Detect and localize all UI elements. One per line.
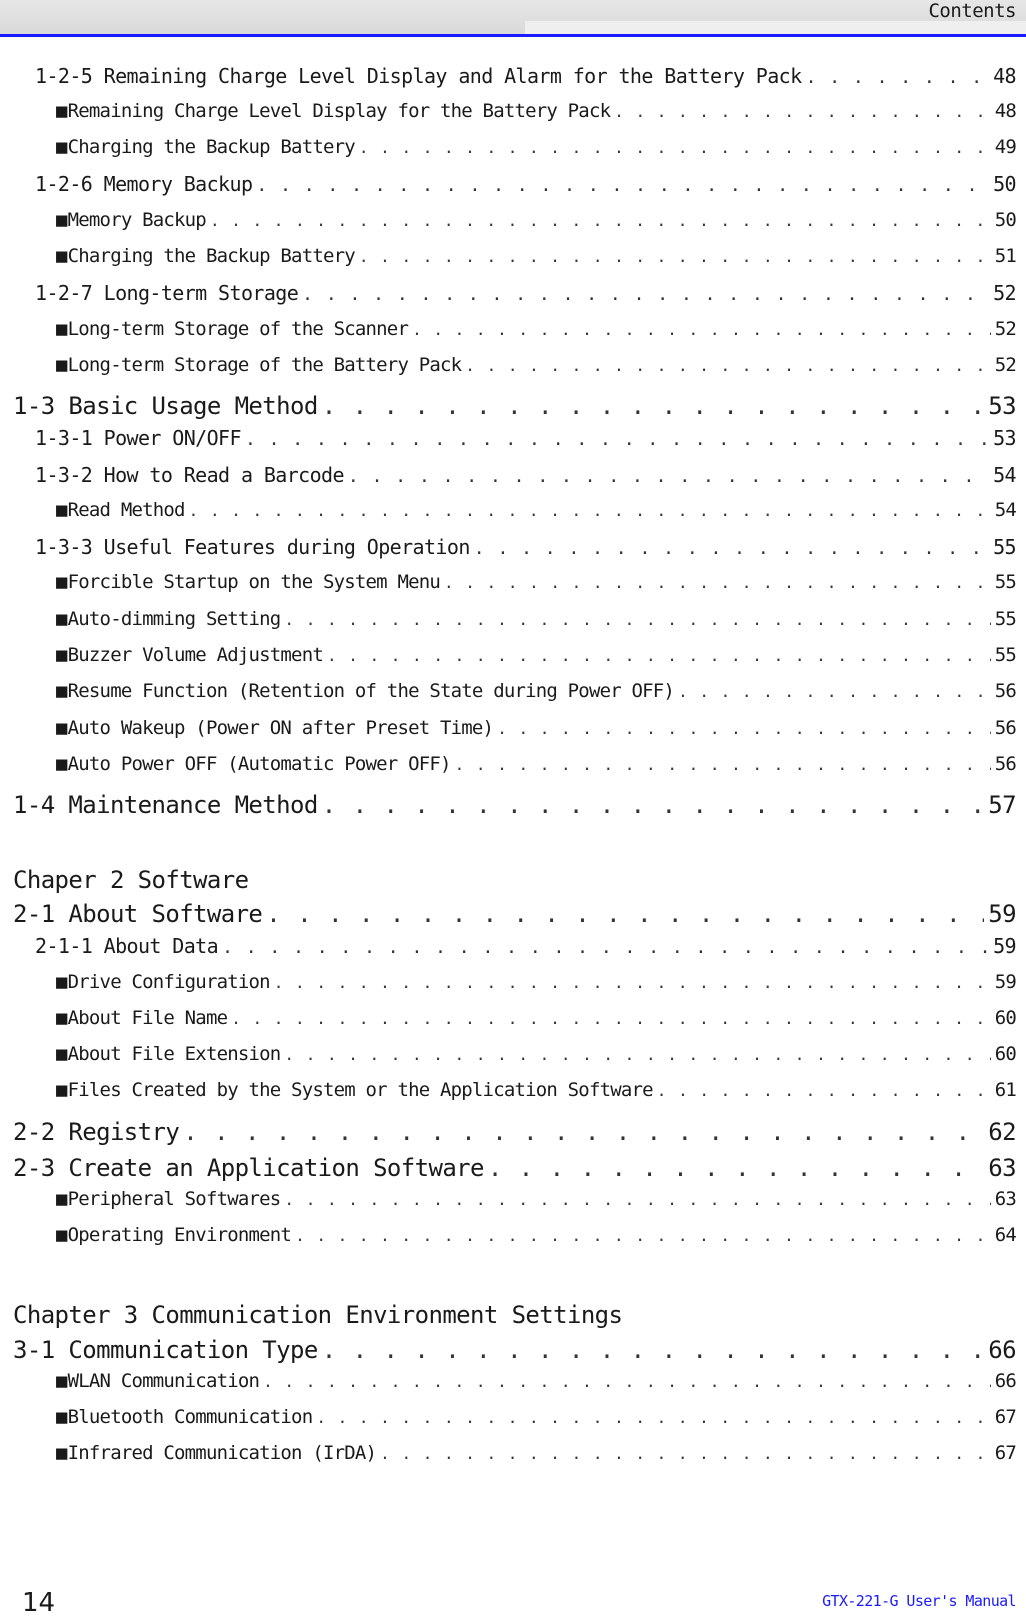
- toc-entry-title: [56, 1406, 312, 1429]
- toc-entry-text: Resume Function (Retention of the State during Power OFF): [67, 680, 675, 702]
- toc-entry-title: [56, 1224, 291, 1247]
- square-bullet-icon: ■: [56, 318, 67, 340]
- square-bullet-icon: ■: [56, 1442, 67, 1464]
- dot-leader: [284, 1043, 990, 1066]
- square-bullet-icon: ■: [56, 971, 67, 993]
- square-bullet-icon: ■: [56, 354, 67, 376]
- dot-leader: [284, 608, 990, 631]
- toc-entry-title: 2-3 Create an Application Software: [13, 1154, 484, 1182]
- toc-entry-title: [56, 1043, 280, 1066]
- toc-page-number: 54: [994, 499, 1016, 521]
- toc-page-number: 59: [988, 900, 1016, 928]
- chapter-heading: Chaper 2 Software: [13, 866, 249, 894]
- toc-entry-text: WLAN Communication: [67, 1370, 260, 1392]
- toc-page-number: 52: [994, 354, 1016, 376]
- toc-entry-title: [56, 354, 461, 377]
- toc-page-number: 52: [993, 281, 1016, 305]
- dot-leader: [322, 1336, 985, 1364]
- dot-leader: [210, 209, 991, 232]
- toc-page-number: 57: [988, 791, 1016, 819]
- toc-entry-title: 1-3-1 Power ON/OFF: [35, 426, 241, 450]
- square-bullet-icon: ■: [56, 1007, 67, 1029]
- square-bullet-icon: ■: [56, 1224, 67, 1246]
- toc-entry-text: Operating Environment: [67, 1224, 292, 1246]
- toc-entry[interactable]: [0, 535, 1016, 561]
- toc-page-number: 64: [994, 1224, 1016, 1246]
- toc-page-number: 48: [994, 100, 1016, 122]
- toc-page-number: 53: [993, 426, 1016, 450]
- toc-entry-text: Auto Power OFF (Automatic Power OFF): [67, 753, 451, 775]
- square-bullet-icon: ■: [56, 608, 67, 630]
- toc-entry-title: [56, 571, 440, 594]
- page-header: [0, 0, 1026, 37]
- toc-entry-text: Auto Wakeup (Power ON after Preset Time): [67, 717, 494, 739]
- toc-entry-text: Files Created by the System or the Application Software: [67, 1079, 653, 1101]
- toc-entry-title: 1-2-7 Long-term Storage: [35, 281, 299, 305]
- toc-entry-title: [56, 608, 280, 631]
- dot-leader: [444, 571, 991, 594]
- toc-page-number: 52: [994, 318, 1016, 340]
- square-bullet-icon: ■: [56, 1370, 67, 1392]
- square-bullet-icon: ■: [56, 644, 67, 666]
- toc-entry[interactable]: [0, 608, 1016, 631]
- toc-entry-text: Charging the Backup Battery: [67, 245, 355, 267]
- toc-entry-title: [56, 499, 185, 522]
- dot-leader: [806, 66, 990, 90]
- toc-page-number: 61: [994, 1079, 1016, 1101]
- toc-entry-title: [56, 1370, 259, 1393]
- toc-entry[interactable]: [0, 354, 1016, 377]
- toc-entry-text: Long-term Storage of the Scanner: [67, 318, 409, 340]
- toc-page-number: 67: [994, 1406, 1016, 1428]
- square-bullet-icon: ■: [56, 1406, 67, 1428]
- toc-entry-text: Auto-dimming Setting: [67, 608, 281, 630]
- toc-entry[interactable]: [0, 934, 1016, 960]
- toc-page-number: 56: [994, 717, 1016, 739]
- dot-leader: [657, 1079, 991, 1102]
- toc-entry[interactable]: [0, 100, 1016, 123]
- toc-page-number: 55: [994, 644, 1016, 666]
- toc-entry[interactable]: [0, 136, 1016, 159]
- toc-entry[interactable]: [0, 281, 1016, 307]
- toc-page-number: 55: [994, 608, 1016, 630]
- toc-entry-text: Long-term Storage of the Battery Pack: [67, 354, 462, 376]
- square-bullet-icon: ■: [56, 209, 67, 231]
- toc-entry-title: 2-1-1 About Data: [35, 934, 219, 958]
- toc-entry[interactable]: [0, 209, 1016, 232]
- toc-entry-text: Remaining Charge Level Display for the Battery Pack: [67, 100, 611, 122]
- square-bullet-icon: ■: [56, 753, 67, 775]
- dot-leader: [295, 1224, 991, 1247]
- square-bullet-icon: ■: [56, 571, 67, 593]
- toc-entry-title: [56, 1079, 653, 1102]
- toc-entry-text: Infrared Communication (IrDA): [67, 1442, 377, 1464]
- toc-entry-title: [56, 100, 610, 123]
- toc-entry-text: Memory Backup: [67, 209, 206, 231]
- dot-leader: [465, 354, 990, 377]
- square-bullet-icon: ■: [56, 136, 67, 158]
- toc-entry[interactable]: [0, 1336, 1016, 1364]
- dot-leader: [263, 1370, 991, 1393]
- toc-page-number: 62: [988, 1118, 1016, 1146]
- toc-entry-text: Bluetooth Communication: [67, 1406, 313, 1428]
- dot-leader: [412, 318, 991, 341]
- toc-page-number: 63: [994, 1188, 1016, 1210]
- chapter-heading: Chapter 3 Communication Environment Settings: [13, 1301, 623, 1329]
- dot-leader: [474, 537, 989, 561]
- dot-leader: [359, 136, 991, 159]
- toc-entry-text: Forcible Startup on the System Menu: [67, 571, 441, 593]
- toc-entry[interactable]: [0, 753, 1016, 776]
- dot-leader: [245, 428, 989, 452]
- toc-entry-text: About File Extension: [67, 1043, 281, 1065]
- toc-entry-title: 1-3-3 Useful Features during Operation: [35, 535, 470, 559]
- toc-entry[interactable]: [0, 1007, 1016, 1030]
- square-bullet-icon: ■: [56, 1043, 67, 1065]
- toc-entry-title: [56, 136, 355, 159]
- toc-page-number: 67: [994, 1442, 1016, 1464]
- dot-leader: [189, 499, 991, 522]
- dot-leader: [274, 971, 991, 994]
- toc-entry[interactable]: [0, 499, 1016, 522]
- square-bullet-icon: ■: [56, 100, 67, 122]
- toc-entry[interactable]: [0, 245, 1016, 268]
- square-bullet-icon: ■: [56, 680, 67, 702]
- toc-page-number: 66: [994, 1370, 1016, 1392]
- toc-entry[interactable]: [0, 900, 1016, 928]
- toc-entry[interactable]: [0, 1043, 1016, 1066]
- dot-leader: [678, 680, 991, 703]
- toc-page-number: 53: [988, 392, 1016, 420]
- dot-leader: [359, 245, 991, 268]
- toc-entry[interactable]: [0, 318, 1016, 341]
- toc-entry-title: [56, 644, 323, 667]
- toc-entry-title: 2-1 About Software: [13, 900, 263, 928]
- toc-entry[interactable]: [0, 791, 1016, 819]
- dot-leader: [231, 1007, 990, 1030]
- toc-entry[interactable]: [0, 717, 1016, 740]
- dot-leader: [302, 283, 989, 307]
- toc-entry[interactable]: [0, 1442, 1016, 1465]
- toc-entry-title: [56, 717, 493, 740]
- toc-page-number: 49: [994, 136, 1016, 158]
- toc-entry[interactable]: [0, 680, 1016, 703]
- square-bullet-icon: ■: [56, 717, 67, 739]
- toc-entry[interactable]: [0, 64, 1016, 90]
- toc-page-number: 56: [994, 753, 1016, 775]
- toc-entry-text: Read Method: [67, 499, 185, 521]
- header-title: Contents: [928, 0, 1016, 22]
- toc-entry-title: [56, 1442, 376, 1465]
- toc-page-number: 50: [994, 209, 1016, 231]
- toc-entry-title: [56, 971, 270, 994]
- toc-entry-title: 1-3-2 How to Read a Barcode: [35, 463, 344, 487]
- toc-page-number: 48: [993, 64, 1016, 88]
- toc-page-number: 55: [993, 535, 1016, 559]
- toc-page-number: 60: [994, 1007, 1016, 1029]
- dot-leader: [266, 900, 984, 928]
- toc-page-number: 66: [988, 1336, 1016, 1364]
- toc-entry[interactable]: [0, 1370, 1016, 1393]
- dot-leader: [322, 791, 985, 819]
- dot-leader: [380, 1442, 991, 1465]
- toc-entry-title: 1-2-6 Memory Backup: [35, 172, 253, 196]
- square-bullet-icon: ■: [56, 1079, 67, 1101]
- toc-entry-title: [56, 1188, 280, 1211]
- toc-entry[interactable]: [0, 571, 1016, 594]
- toc-entry-title: [56, 318, 408, 341]
- dot-leader: [322, 392, 985, 420]
- toc-entry[interactable]: [0, 1154, 1016, 1182]
- toc-page-number: 55: [994, 571, 1016, 593]
- toc-entry-title: 1-3 Basic Usage Method: [13, 392, 318, 420]
- toc-page-number: 59: [994, 971, 1016, 993]
- toc-entry[interactable]: [0, 1079, 1016, 1102]
- toc-entry[interactable]: [0, 172, 1016, 198]
- square-bullet-icon: ■: [56, 1188, 67, 1210]
- dot-leader: [348, 465, 989, 489]
- square-bullet-icon: ■: [56, 499, 67, 521]
- toc-entry[interactable]: [0, 426, 1016, 452]
- dot-leader: [488, 1154, 984, 1182]
- toc-entry-title: 2-2 Registry: [13, 1118, 180, 1146]
- dot-leader: [222, 936, 989, 960]
- toc-entry[interactable]: [0, 971, 1016, 994]
- dot-leader: [183, 1118, 984, 1146]
- toc-entry-text: Charging the Backup Battery: [67, 136, 355, 158]
- dot-leader: [327, 644, 991, 667]
- dot-leader: [455, 753, 991, 776]
- toc-entry[interactable]: [0, 1224, 1016, 1247]
- dot-leader: [497, 717, 991, 740]
- dot-leader: [284, 1188, 990, 1211]
- manual-title: GTX-221-G User's Manual: [822, 1592, 1016, 1610]
- toc-page-number: 59: [993, 934, 1016, 958]
- dot-leader: [614, 100, 990, 123]
- toc-entry[interactable]: [0, 1118, 1016, 1146]
- toc-page-number: 60: [994, 1043, 1016, 1065]
- toc-entry[interactable]: [0, 1188, 1016, 1211]
- header-highlight: [525, 21, 1026, 34]
- toc-entry-text: Buzzer Volume Adjustment: [67, 644, 323, 666]
- toc-entry-title: [56, 209, 206, 232]
- toc-entry-text: Drive Configuration: [67, 971, 270, 993]
- toc-entry-text: Peripheral Softwares: [67, 1188, 281, 1210]
- toc-entry-title: [56, 1007, 227, 1030]
- toc-entry[interactable]: [0, 644, 1016, 667]
- dot-leader: [316, 1406, 990, 1429]
- page-number: 14: [22, 1588, 56, 1618]
- toc-entry-title: [56, 680, 674, 703]
- toc-entry-text: About File Name: [67, 1007, 228, 1029]
- toc-entry-title: 3-1 Communication Type: [13, 1336, 318, 1364]
- toc-page-number: 51: [994, 245, 1016, 267]
- toc-entry-title: [56, 245, 355, 268]
- dot-leader: [256, 174, 989, 198]
- toc-entry-title: [56, 753, 451, 776]
- toc-entry[interactable]: [0, 1406, 1016, 1429]
- toc-entry-title: 1-2-5 Remaining Charge Level Display and Alarm for the Battery Pack: [35, 64, 802, 88]
- toc-page-number: 50: [993, 172, 1016, 196]
- toc-page-number: 63: [988, 1154, 1016, 1182]
- toc-entry[interactable]: [0, 463, 1016, 489]
- toc-page-number: 54: [993, 463, 1016, 487]
- toc-page-number: 56: [994, 680, 1016, 702]
- toc-entry[interactable]: [0, 392, 1016, 420]
- toc-entry-title: 1-4 Maintenance Method: [13, 791, 318, 819]
- square-bullet-icon: ■: [56, 245, 67, 267]
